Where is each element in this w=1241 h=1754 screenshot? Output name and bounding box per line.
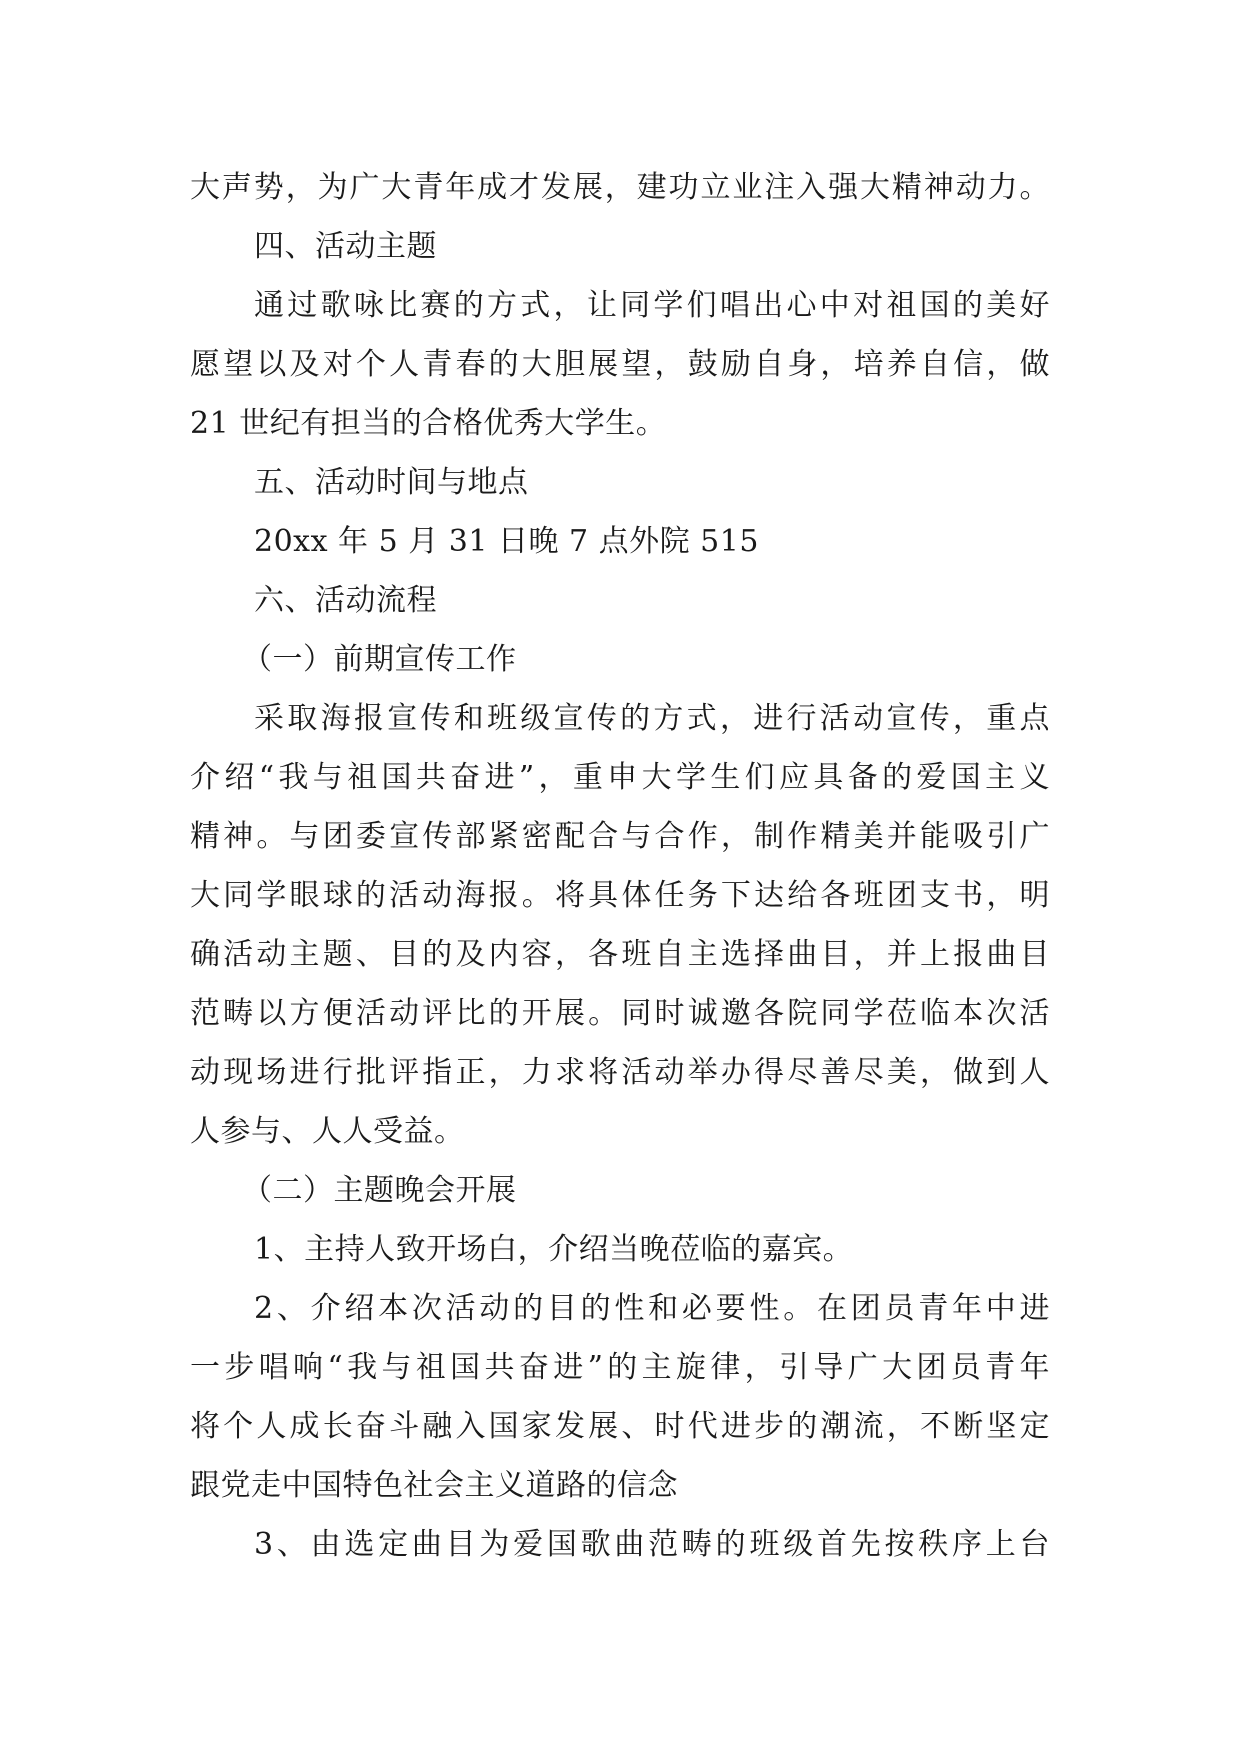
document-body xyxy=(190,158,1050,1574)
text-line: 六、活动流程 xyxy=(254,583,437,618)
text-line: 采取海报宣传和班级宣传的方式，进行活动宣传，重点 xyxy=(254,701,1050,736)
text-line: 动现场进行批评指正，力求将活动举办得尽善尽美，做到人 xyxy=(190,1055,1050,1090)
text-line: （二）主题晚会开展 xyxy=(242,1173,517,1208)
text-line: 1、主持人致开场白，介绍当晚莅临的嘉宾。 xyxy=(254,1232,854,1267)
text-line: 将个人成长奋斗融入国家发展、时代进步的潮流，不断坚定 xyxy=(190,1409,1050,1444)
text-line: 2、介绍本次活动的目的性和必要性。在团员青年中进 xyxy=(254,1291,1050,1326)
text-line: 介绍“我与祖国共奋进”，重申大学生们应具备的爱国主义 xyxy=(190,760,1050,795)
text-line: （一）前期宣传工作 xyxy=(242,642,517,677)
text-line: 人参与、人人受益。 xyxy=(190,1114,465,1149)
text-line: 五、活动时间与地点 xyxy=(254,465,529,500)
text-line: 通过歌咏比赛的方式，让同学们唱出心中对祖国的美好 xyxy=(254,288,1050,323)
text-line: 精神。与团委宣传部紧密配合与合作，制作精美并能吸引广 xyxy=(190,819,1050,854)
text-line: 大声势，为广大青年成才发展，建功立业注入强大精神动力。 xyxy=(190,170,1050,205)
text-line: 确活动主题、目的及内容，各班自主选择曲目，并上报曲目 xyxy=(190,937,1050,972)
text-line: 20xx 年 5 月 31 日晚 7 点外院 515 xyxy=(254,524,759,559)
text-line: 一步唱响“我与祖国共奋进”的主旋律，引导广大团员青年 xyxy=(190,1350,1050,1385)
text-line: 3、由选定曲目为爱国歌曲范畴的班级首先按秩序上台 xyxy=(254,1527,1050,1562)
text-line: 范畴以方便活动评比的开展。同时诚邀各院同学莅临本次活 xyxy=(190,996,1050,1031)
text-line: 21 世纪有担当的合格优秀大学生。 xyxy=(190,406,667,441)
text-line: 跟党走中国特色社会主义道路的信念 xyxy=(190,1468,678,1503)
text-line: 四、活动主题 xyxy=(254,229,437,264)
text-line: 愿望以及对个人青春的大胆展望，鼓励自身，培养自信，做 xyxy=(190,347,1050,382)
text-line: 大同学眼球的活动海报。将具体任务下达给各班团支书，明 xyxy=(190,878,1050,913)
